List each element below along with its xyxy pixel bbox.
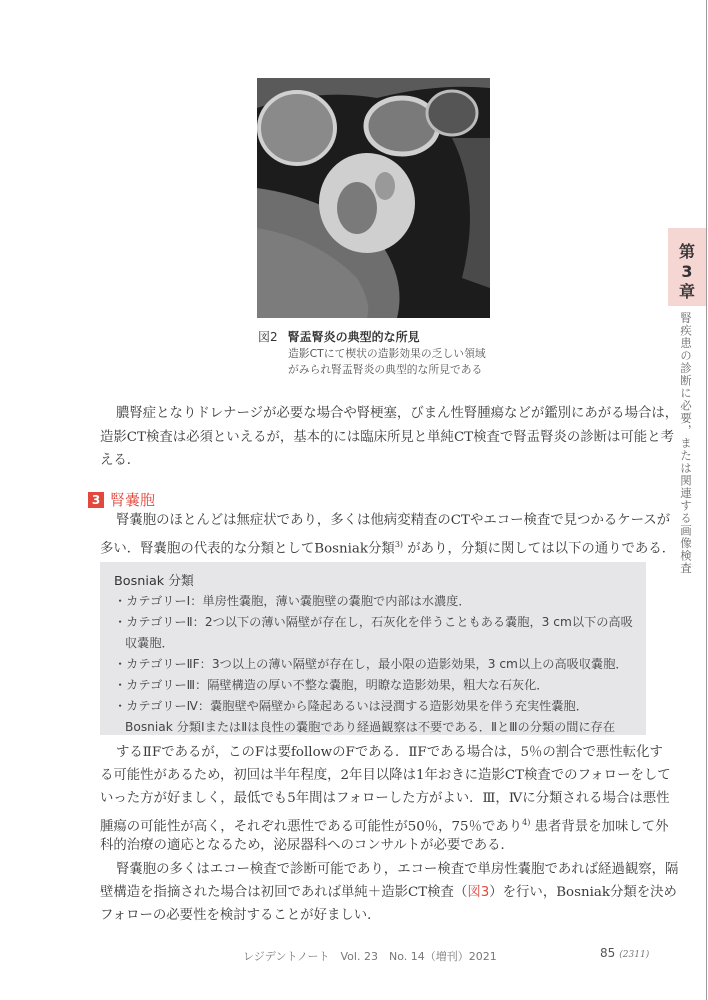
box-item: ・カテゴリーⅣ：嚢胞壁や隔壁から隆起あるいは浸潤する造影効果を伴う充実性嚢胞．: [114, 699, 588, 713]
chapter-char: 章: [678, 282, 695, 301]
chapter-tab: [668, 228, 706, 306]
paragraph-line: [100, 815, 669, 835]
text: 腫瘍の可能性が高く，それぞれ悪性である可能性が50％，75％であり: [100, 819, 523, 835]
paragraph-line: [100, 537, 676, 557]
figure-caption-title: [258, 328, 420, 345]
bosniak-classification-box: [100, 562, 646, 735]
box-item: ・カテゴリーⅡ：2つ以下の薄い隔壁が存在し，石灰化を伴うこともある嚢胞，3 cm以下の高吸: [114, 615, 633, 629]
paragraph-line: 科的治療の適応となるため，泌尿器科へのコンサルトが必要である．: [100, 838, 514, 853]
paragraph-line: するⅡFであるが，このFは要followのFである．ⅡFである場合は，5％の割合で悪性転化す: [116, 745, 663, 760]
figure-title: 腎盂腎炎の典型的な所見: [287, 330, 420, 344]
section-number-badge: 3: [88, 492, 104, 508]
page-number: [600, 946, 649, 960]
text: 壁構造を指摘された場合は初回であれば単純＋造影CT検査（: [100, 885, 468, 900]
page-number-value: 85: [600, 946, 616, 960]
chapter-title-vertical: 腎疾患の診断に必要，または関連する画像検査: [679, 312, 693, 575]
footer-journal: レジデントノート Vol. 23 No. 14（増刊）2021: [243, 950, 497, 963]
paragraph-line: [100, 885, 677, 901]
section-heading: [88, 489, 155, 510]
figure-caption-line: 造影CTにて楔状の造影効果の乏しい領域: [288, 347, 486, 360]
paragraph-line: 腎嚢胞のほとんどは無症状であり，多くは他病変精査のCTやエコー検査で見つかるケースが: [116, 513, 671, 528]
citation-ref: 3): [394, 540, 404, 549]
paragraph-line: える．: [100, 453, 141, 468]
text: ）を行い，Bosniak分類を決め: [489, 885, 677, 900]
text: 患者背景を加味して外: [534, 819, 669, 835]
box-item: ・カテゴリーⅠ：単房性嚢胞，薄い嚢胞壁の嚢胞で内部は水濃度．: [114, 594, 471, 608]
chapter-char: 第: [678, 242, 695, 261]
section-title: 腎嚢胞: [110, 491, 156, 509]
text: 多い．腎嚢胞の代表的な分類としてBosniak分類: [100, 541, 395, 557]
paragraph-line: フォローの必要性を検討することが好ましい．: [100, 908, 381, 923]
figure-3-link[interactable]: 図3: [467, 885, 490, 900]
text: があり，分類に関しては以下の通りである．: [407, 541, 676, 557]
figure-caption-line: がみられ腎盂腎炎の典型的な所見である: [288, 363, 483, 376]
chapter-number: 3: [681, 262, 693, 281]
ct-scan-image: [257, 78, 490, 318]
paragraph-line: 腎嚢胞の多くはエコー検査で診断可能であり，エコー検査で単房性嚢胞であれば経過観察，隔: [116, 862, 679, 877]
box-title: Bosniak 分類: [114, 574, 194, 589]
paragraph-line: いった方が好ましく，最低でも5年間はフォローした方がよい．Ⅲ，Ⅳに分類される場合は悪性: [100, 791, 670, 806]
paragraph-line: る可能性があるため，初回は半年程度，2年目以降は1年おきに造影CT検査でのフォローをして: [100, 768, 671, 783]
box-item: ・カテゴリーⅡF：3つ以上の薄い隔壁が存在し，最小限の造影効果，3 cm以上の高吸収嚢胞．: [114, 657, 628, 671]
page-edge-rule: [706, 0, 707, 1000]
paragraph-line: 膿腎症となりドレナージが必要な場合や腎梗塞，びまん性腎腫瘍などが鑑別にあがる場合は，: [116, 406, 679, 421]
box-item: Bosniak 分類ⅠまたはⅡは良性の嚢胞であり経過観察は不要である．ⅡとⅢの分類の間に存在: [125, 720, 616, 734]
total-page-number: (2311): [619, 950, 650, 960]
box-item: ・カテゴリーⅢ：隔壁構造の厚い不整な嚢胞，明瞭な造影効果，粗大な石灰化．: [114, 678, 549, 692]
citation-ref: 4): [522, 818, 531, 827]
box-item: 収嚢胞．: [125, 636, 174, 650]
paragraph-line: 造影CT検査は必須といえるが，基本的には臨床所見と単純CT検査で腎盂腎炎の診断は可能と考: [100, 430, 674, 445]
figure-label: 図2: [258, 330, 278, 344]
